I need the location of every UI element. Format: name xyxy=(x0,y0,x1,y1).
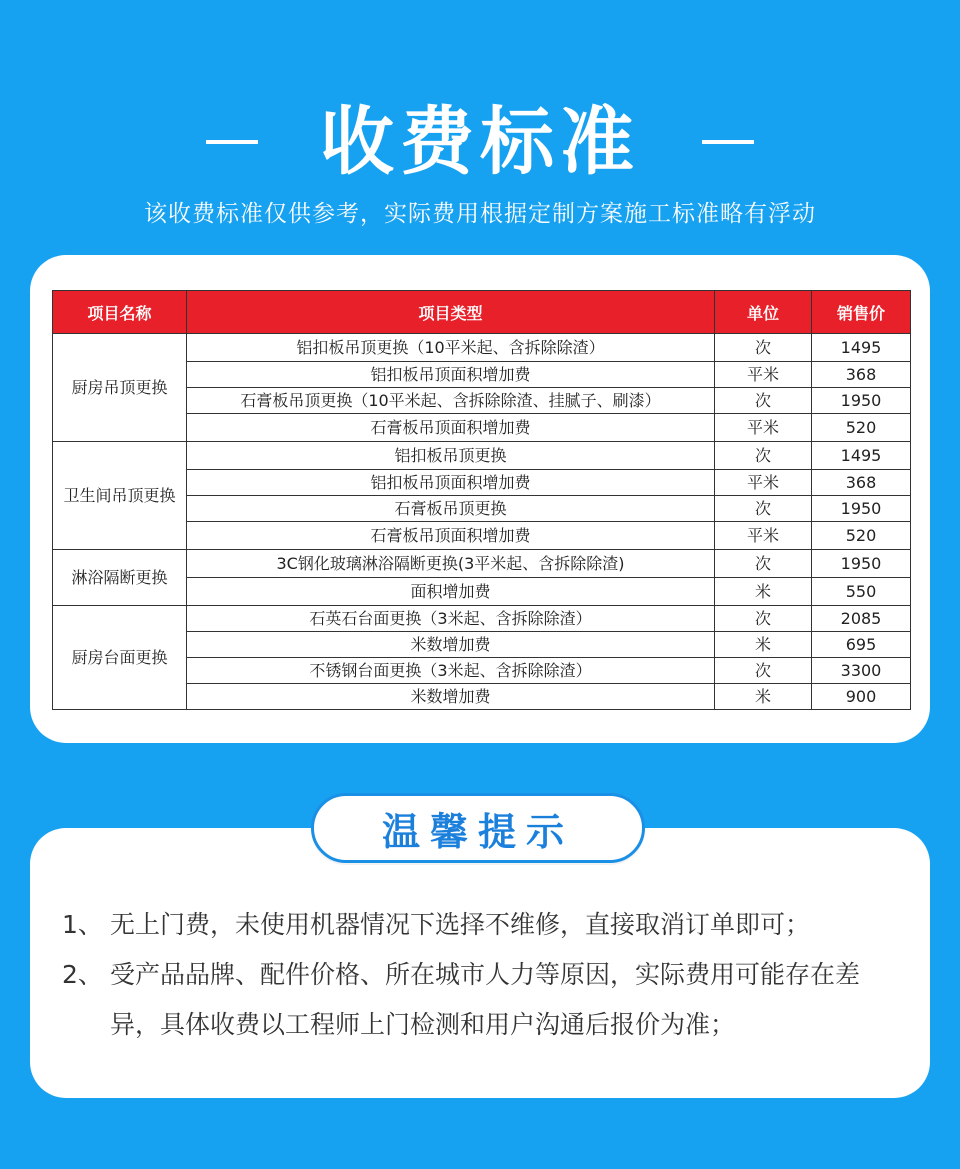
tip-number: 1、 xyxy=(62,910,103,939)
page-subtitle: 该收费标准仅供参考，实际费用根据定制方案施工标准略有浮动 xyxy=(144,201,816,227)
unit-cell: 平米 xyxy=(715,414,812,442)
table-row xyxy=(53,334,911,362)
item-type-cell: 铝扣板吊顶更换（10平米起、含拆除除渣） xyxy=(187,334,715,362)
price-cell: 1950 xyxy=(812,496,911,522)
unit-cell: 平米 xyxy=(715,470,812,496)
price-cell: 900 xyxy=(812,684,911,710)
group-name-cell: 厨房台面更换 xyxy=(53,606,187,710)
price-cell: 1950 xyxy=(812,550,911,578)
title-dash-left xyxy=(206,140,258,144)
price-cell: 2085 xyxy=(812,606,911,632)
item-type-cell: 石膏板吊顶更换（10平米起、含拆除除渣、挂腻子、刷漆） xyxy=(187,388,715,414)
item-type-cell: 米数增加费 xyxy=(187,684,715,710)
item-type-cell: 米数增加费 xyxy=(187,632,715,658)
price-cell: 368 xyxy=(812,362,911,388)
tips-title-badge xyxy=(311,793,645,863)
column-header-type: 项目类型 xyxy=(187,291,715,334)
column-header-name: 项目名称 xyxy=(53,291,187,334)
table-row xyxy=(53,442,911,470)
tip-item xyxy=(62,950,882,1050)
unit-cell: 次 xyxy=(715,388,812,414)
unit-cell: 次 xyxy=(715,334,812,362)
page-title: 收费标准 xyxy=(320,99,640,185)
column-header-unit: 单位 xyxy=(715,291,812,334)
price-cell: 368 xyxy=(812,470,911,496)
item-type-cell: 铝扣板吊顶面积增加费 xyxy=(187,470,715,496)
unit-cell: 米 xyxy=(715,578,812,606)
item-type-cell: 石英石台面更换（3米起、含拆除除渣） xyxy=(187,606,715,632)
tip-text: 受产品品牌、配件价格、所在城市人力等原因，实际费用可能存在差异，具体收费以工程师上门检测和用户沟通后报价为准； xyxy=(110,960,861,1039)
price-card xyxy=(30,255,930,743)
unit-cell: 次 xyxy=(715,442,812,470)
table-row xyxy=(53,550,911,578)
title-row xyxy=(0,92,960,192)
item-type-cell: 不锈钢台面更换（3米起、含拆除除渣） xyxy=(187,658,715,684)
unit-cell: 米 xyxy=(715,632,812,658)
unit-cell: 次 xyxy=(715,550,812,578)
price-cell: 550 xyxy=(812,578,911,606)
item-type-cell: 石膏板吊顶更换 xyxy=(187,496,715,522)
item-type-cell: 铝扣板吊顶面积增加费 xyxy=(187,362,715,388)
table-header-row xyxy=(53,291,911,334)
table-row xyxy=(53,606,911,632)
unit-cell: 次 xyxy=(715,658,812,684)
price-cell: 520 xyxy=(812,522,911,550)
item-type-cell: 石膏板吊顶面积增加费 xyxy=(187,414,715,442)
unit-cell: 次 xyxy=(715,496,812,522)
price-cell: 3300 xyxy=(812,658,911,684)
price-table xyxy=(52,290,911,710)
price-cell: 1495 xyxy=(812,442,911,470)
tip-number: 2、 xyxy=(62,960,103,989)
unit-cell: 平米 xyxy=(715,522,812,550)
unit-cell: 次 xyxy=(715,606,812,632)
item-type-cell: 石膏板吊顶面积增加费 xyxy=(187,522,715,550)
tips-title: 温馨提示 xyxy=(381,809,574,854)
tips-list xyxy=(62,900,882,1050)
price-cell: 695 xyxy=(812,632,911,658)
column-header-price: 销售价 xyxy=(812,291,911,334)
group-name-cell: 淋浴隔断更换 xyxy=(53,550,187,606)
group-name-cell: 卫生间吊顶更换 xyxy=(53,442,187,550)
title-dash-right xyxy=(702,140,754,144)
item-type-cell: 面积增加费 xyxy=(187,578,715,606)
item-type-cell: 3C钢化玻璃淋浴隔断更换(3平米起、含拆除除渣) xyxy=(187,550,715,578)
price-cell: 1495 xyxy=(812,334,911,362)
price-cell: 1950 xyxy=(812,388,911,414)
price-cell: 520 xyxy=(812,414,911,442)
unit-cell: 平米 xyxy=(715,362,812,388)
item-type-cell: 铝扣板吊顶更换 xyxy=(187,442,715,470)
tip-text: 无上门费，未使用机器情况下选择不维修，直接取消订单即可； xyxy=(110,910,811,939)
tip-item xyxy=(62,900,882,950)
unit-cell: 米 xyxy=(715,684,812,710)
group-name-cell: 厨房吊顶更换 xyxy=(53,334,187,442)
